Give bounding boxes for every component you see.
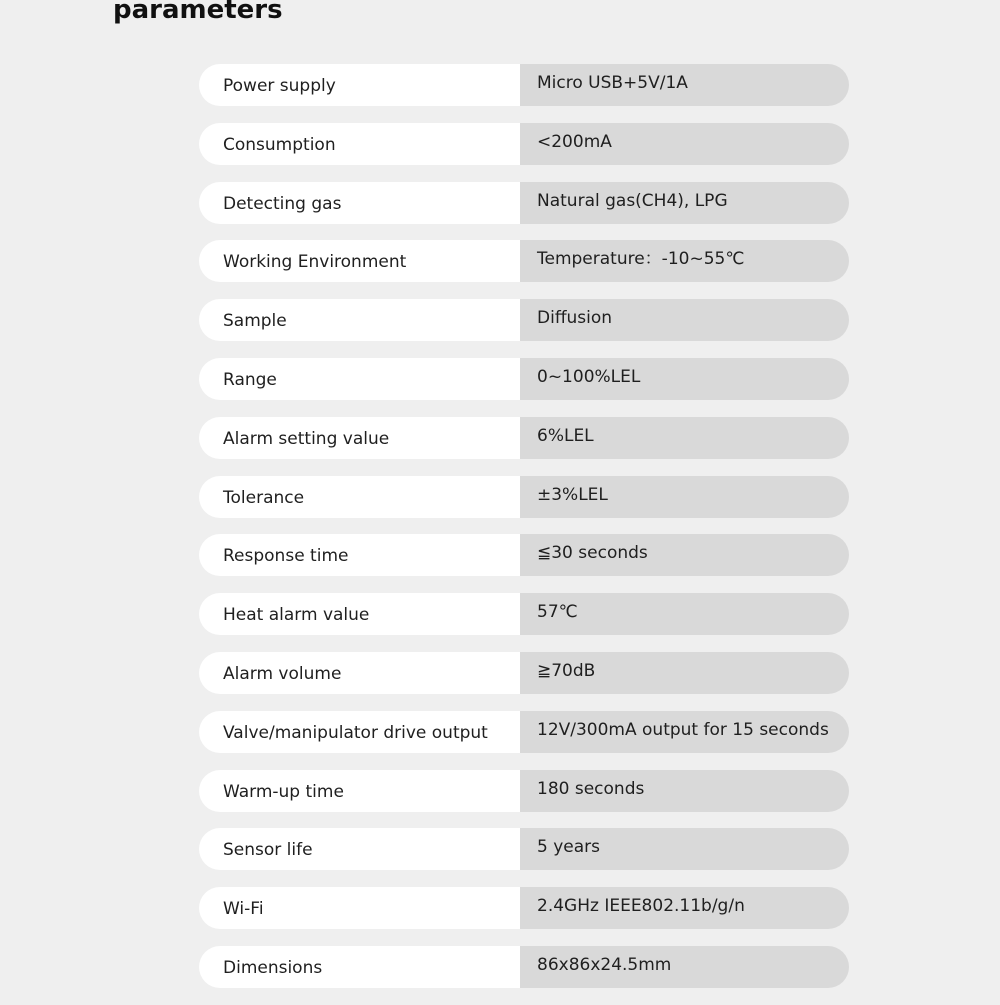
spec-label: Wi-Fi (199, 887, 520, 929)
spec-value: 2.4GHz IEEE802.11b/g/n (520, 887, 849, 929)
spec-row-alarm-setting-value (199, 417, 849, 459)
page-title: parameters (113, 0, 283, 25)
spec-label: Working Environment (199, 240, 520, 282)
spec-value: 86x86x24.5mm (520, 946, 849, 988)
spec-label: Sample (199, 299, 520, 341)
spec-row-sample (199, 299, 849, 341)
spec-value: Diffusion (520, 299, 849, 341)
spec-value: Natural gas(CH4), LPG (520, 182, 849, 224)
spec-row-sensor-life (199, 828, 849, 870)
spec-row-warm-up-time (199, 770, 849, 812)
spec-table (199, 64, 849, 1005)
spec-value: Temperature：-10~55℃ (520, 240, 849, 282)
spec-value: ±3%LEL (520, 476, 849, 518)
spec-value: 12V/300mA output for 15 seconds (520, 711, 849, 753)
spec-label: Valve/manipulator drive output (199, 711, 520, 753)
spec-value: 6%LEL (520, 417, 849, 459)
spec-label: Detecting gas (199, 182, 520, 224)
spec-value: 57℃ (520, 593, 849, 635)
spec-label: Tolerance (199, 476, 520, 518)
spec-label: Dimensions (199, 946, 520, 988)
spec-label: Sensor life (199, 828, 520, 870)
spec-label: Alarm setting value (199, 417, 520, 459)
spec-label: Consumption (199, 123, 520, 165)
spec-label: Alarm volume (199, 652, 520, 694)
spec-value: 0~100%LEL (520, 358, 849, 400)
spec-row-alarm-volume (199, 652, 849, 694)
spec-value: Micro USB+5V/1A (520, 64, 849, 106)
spec-row-dimensions (199, 946, 849, 988)
spec-row-consumption (199, 123, 849, 165)
spec-value: <200mA (520, 123, 849, 165)
spec-label: Heat alarm value (199, 593, 520, 635)
spec-row-working-environment (199, 240, 849, 282)
spec-row-response-time (199, 534, 849, 576)
spec-row-range (199, 358, 849, 400)
spec-value: 5 years (520, 828, 849, 870)
spec-value: ≦30 seconds (520, 534, 849, 576)
spec-row-power-supply (199, 64, 849, 106)
spec-row-detecting-gas (199, 182, 849, 224)
spec-row-wi-fi (199, 887, 849, 929)
spec-label: Range (199, 358, 520, 400)
spec-row-valve-drive-output (199, 711, 849, 753)
spec-value: ≧70dB (520, 652, 849, 694)
spec-row-tolerance (199, 476, 849, 518)
spec-label: Response time (199, 534, 520, 576)
spec-label: Power supply (199, 64, 520, 106)
spec-value: 180 seconds (520, 770, 849, 812)
spec-row-heat-alarm-value (199, 593, 849, 635)
spec-label: Warm-up time (199, 770, 520, 812)
